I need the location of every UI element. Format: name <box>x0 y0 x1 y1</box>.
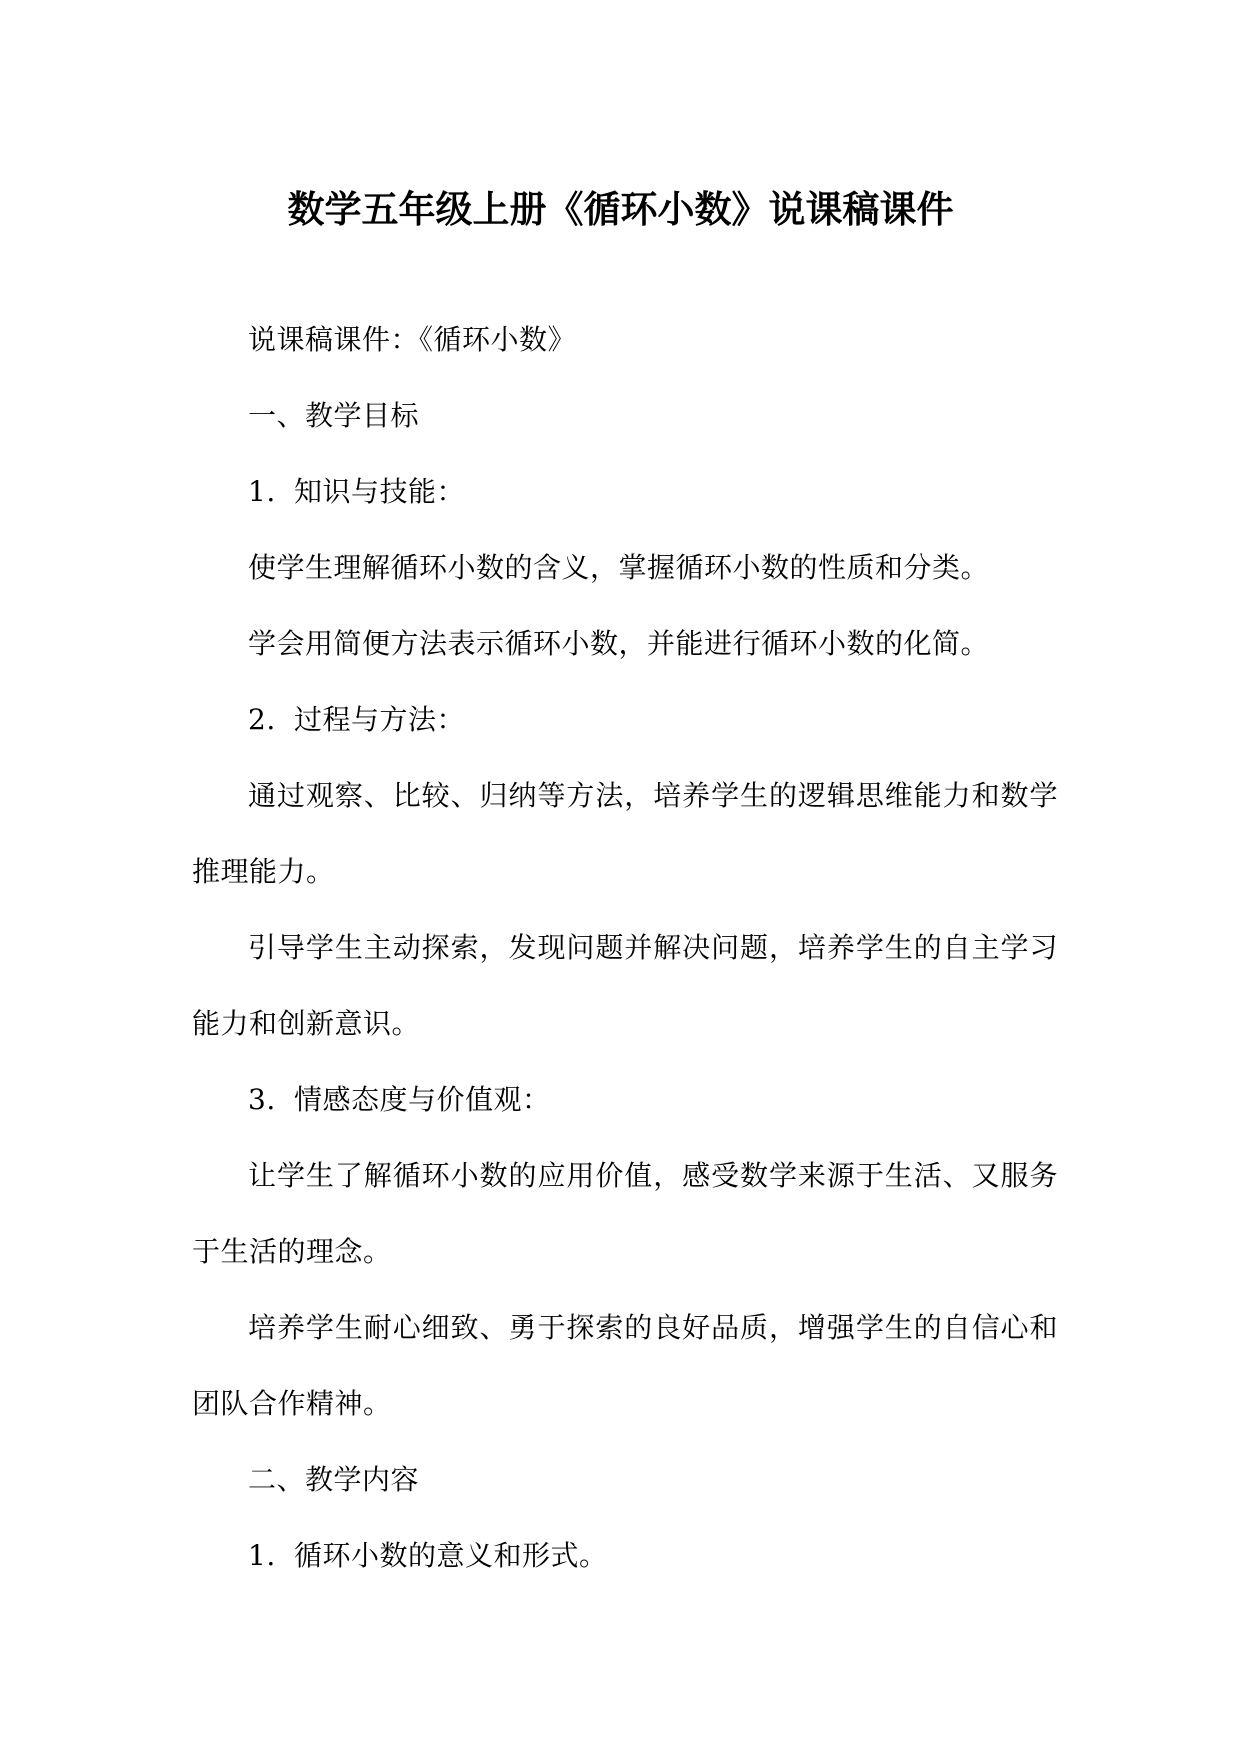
list-item <box>192 1518 1058 1594</box>
paragraph-text: 一、教学目标 <box>248 399 420 432</box>
item-number: 2. <box>248 703 276 736</box>
paragraph-text: 说课稿课件：《循环小数》 <box>248 323 577 356</box>
section-heading-teaching-goals <box>192 378 1058 454</box>
paragraph-text: 培养学生耐心细致、勇于探索的良好品质，增强学生的自信心和团队合作精神。 <box>192 1311 1058 1420</box>
paragraph-text: 过程与方法： <box>294 703 466 736</box>
paragraph <box>192 530 1058 606</box>
paragraph-text: 通过观察、比较、归纳等方法，培养学生的逻辑思维能力和数学推理能力。 <box>192 779 1058 888</box>
paragraph-text: 二、教学内容 <box>248 1463 420 1496</box>
paragraph-text: 使学生理解循环小数的含义，掌握循环小数的性质和分类。 <box>248 551 990 584</box>
subheading-attitudes-values <box>192 1062 1058 1138</box>
document-body <box>192 302 1058 1594</box>
paragraph-text: 学会用简便方法表示循环小数，并能进行循环小数的化简。 <box>248 627 990 660</box>
paragraph-text: 引导学生主动探索，发现问题并解决问题，培养学生的自主学习能力和创新意识。 <box>192 931 1058 1040</box>
paragraph <box>192 910 1058 1062</box>
paragraph-text: 知识与技能： <box>294 475 466 508</box>
paragraph-text: 情感态度与价值观： <box>294 1083 551 1116</box>
paragraph <box>192 606 1058 682</box>
paragraph-text: 让学生了解循环小数的应用价值，感受数学来源于生活、又服务于生活的理念。 <box>192 1159 1058 1268</box>
paragraph <box>192 1290 1058 1442</box>
paragraph-text: 循环小数的意义和形式。 <box>294 1539 608 1572</box>
paragraph-lesson-heading <box>192 302 1058 378</box>
item-number: 3. <box>248 1083 276 1116</box>
paragraph <box>192 1138 1058 1290</box>
item-number: 1. <box>248 1539 276 1572</box>
document-title: 数学五年级上册《循环小数》说课稿课件 <box>287 188 954 231</box>
item-number: 1. <box>248 475 276 508</box>
subheading-knowledge-skills <box>192 454 1058 530</box>
paragraph <box>192 758 1058 910</box>
section-heading-teaching-content <box>192 1442 1058 1518</box>
subheading-process-methods <box>192 682 1058 758</box>
